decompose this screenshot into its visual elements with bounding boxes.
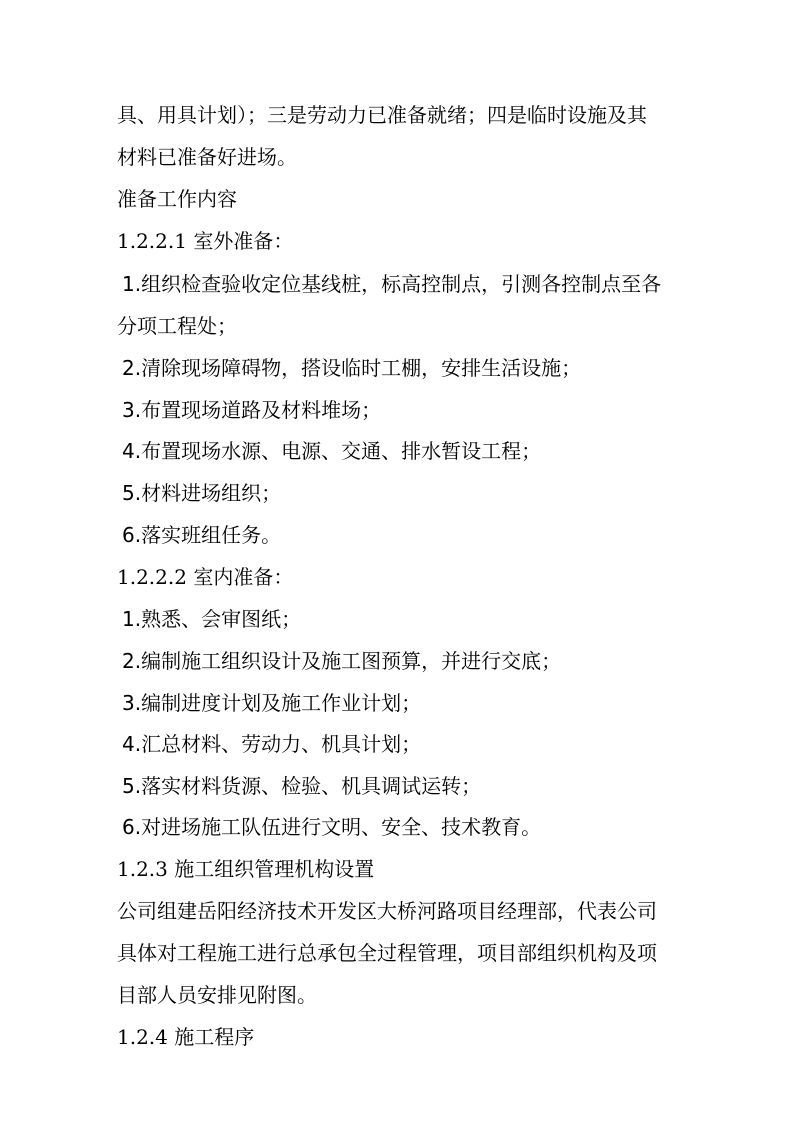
outdoor-item-1: 1.组织检查验收定位基线桩，标高控制点，引测各控制点至各 xyxy=(122,272,662,296)
section-indoor-heading: 1.2.2.2 室内准备： xyxy=(117,565,294,589)
section-outdoor-heading: 1.2.2.1 室外准备： xyxy=(117,229,294,253)
indoor-item-3: 3.编制进度计划及施工作业计划； xyxy=(122,691,422,715)
outdoor-item-6: 6.落实班组任务。 xyxy=(122,523,282,547)
outdoor-item-3: 3.布置现场道路及材料堆场； xyxy=(122,398,382,422)
indoor-item-6: 6.对进场施工队伍进行文明、安全、技术教育。 xyxy=(122,815,542,839)
indoor-item-2: 2.编制施工组织设计及施工图预算，并进行交底； xyxy=(122,649,562,673)
outdoor-item-1-cont: 分项工程处； xyxy=(117,314,237,338)
org-para-line-3: 目部人员安排见附图。 xyxy=(117,983,317,1007)
intro-line-2: 材料已准备好进场。 xyxy=(117,145,297,169)
org-para-line-1: 公司组建岳阳经济技术开发区大桥河路项目经理部，代表公司 xyxy=(117,899,657,923)
section-procedure-heading: 1.2.4 施工程序 xyxy=(117,1025,255,1049)
indoor-item-4: 4.汇总材料、劳动力、机具计划； xyxy=(122,732,422,756)
section-org-heading: 1.2.3 施工组织管理机构设置 xyxy=(117,857,375,881)
intro-line-1: 具、用具计划）；三是劳动力已准备就绪；四是临时设施及其 xyxy=(117,103,647,127)
outdoor-item-2: 2.清除现场障碍物，搭设临时工棚，安排生活设施； xyxy=(122,356,582,380)
indoor-item-5: 5.落实材料货源、检验、机具调试运转； xyxy=(122,774,482,798)
outdoor-item-5: 5.材料进场组织； xyxy=(122,481,282,505)
outdoor-item-4: 4.布置现场水源、电源、交通、排水暂设工程； xyxy=(122,439,542,463)
prep-heading: 准备工作内容 xyxy=(117,187,237,211)
org-para-line-2: 具体对工程施工进行总承包全过程管理，项目部组织机构及项 xyxy=(117,941,657,965)
indoor-item-1: 1.熟悉、会审图纸； xyxy=(122,607,302,631)
